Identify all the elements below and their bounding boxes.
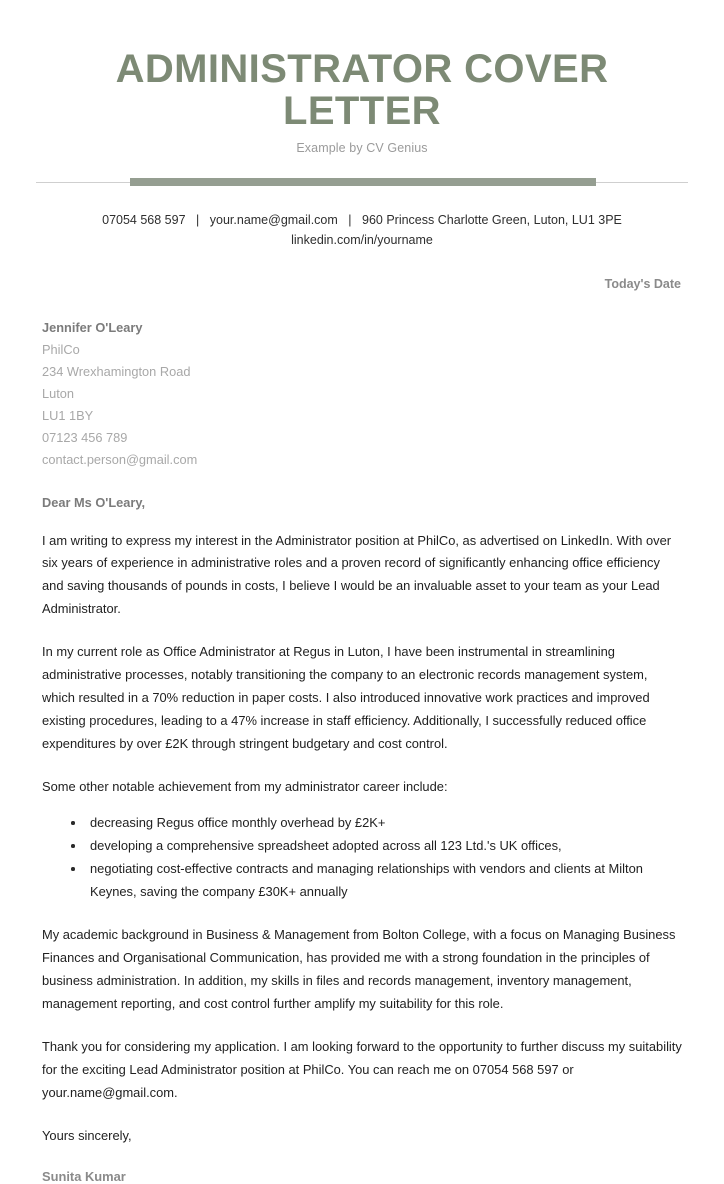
contact-linkedin: linkedin.com/in/yourname — [291, 233, 433, 248]
recipient-street: 234 Wrexhamington Road — [42, 363, 191, 379]
recipient-block — [42, 317, 682, 471]
salutation: Dear Ms O'Leary, — [42, 494, 146, 510]
bullets-intro: Some other notable achievement from my administrator career include: — [42, 779, 448, 795]
letter-paragraph-4: Thank you for considering my application. I am looking forward to the opportunity to further discuss my suitability for the exciting Lead Administrator position at PhilCo. You can reach me on 07054 568 597 or your.name@gmail.com. — [42, 1038, 682, 1100]
page-subtitle: Example by CV Genius — [296, 141, 428, 155]
sign-off: Yours sincerely, — [42, 1127, 132, 1143]
contact-separator-1: | — [196, 213, 200, 227]
list-item: developing a comprehensive spreadsheet adopted across all 123 Ltd.'s UK offices, — [88, 835, 682, 858]
contact-phone: 07054 568 597 — [102, 213, 186, 227]
letter-paragraph-2: In my current role as Office Administrator at Regus in Luton, I have been instrumental in streamlining administrative processes, notably transitioning the company to an electronic records management system, which resulted in a 70% reduction in paper costs. I also introduced innovative work practices and improved existing procedures, leading to a 47% increase in staff efficiency. Additionally, I successfully reduced office expenditures by over £2K through stringent budgetary and cost control. — [42, 644, 650, 752]
list-item: negotiating cost-effective contracts and managing relationships with vendors and clients at Milton Keynes, saving the company £30K+ annually — [88, 858, 682, 904]
divider-accent-bar — [130, 178, 596, 186]
letter-date: Today's Date — [604, 276, 681, 291]
letter-paragraph-3: My academic background in Business & Management from Bolton College, with a focus on Managing Business Finances and Organisational Communication, has provided me with a strong foundation in the principles of business administration. In addition, my skills in files and records management, inventory management, management reporting, and cost control further amplify my suitability for this role. — [42, 926, 676, 1011]
page-title: ADMINISTRATOR COVER LETTER — [115, 47, 609, 133]
recipient-city: Luton — [42, 385, 75, 401]
letter-body — [0, 277, 724, 1184]
recipient-postcode: LU1 1BY — [42, 407, 94, 423]
signature-name: Sunita Kumar — [42, 1168, 126, 1184]
contact-separator-2: | — [348, 213, 352, 227]
contact-address: 960 Princess Charlotte Green, Luton, LU1 3PE — [362, 213, 622, 227]
letter-paragraph-1: I am writing to express my interest in the Administrator position at PhilCo, as advertised on LinkedIn. With over six years of experience in administrative roles and a proven record of significantly enhancing office efficiency and saving thousands of pounds in costs, I believe I would be an invaluable asset to your team as your Lead Administrator. — [42, 532, 672, 617]
contact-email: your.name@gmail.com — [209, 213, 338, 227]
recipient-name: Jennifer O'Leary — [42, 319, 143, 335]
contact-line — [0, 210, 724, 251]
list-item: decreasing Regus office monthly overhead by £2K+ — [88, 812, 682, 835]
recipient-company: PhilCo — [42, 341, 80, 357]
achievements-list — [42, 812, 682, 904]
recipient-email: contact.person@gmail.com — [42, 451, 198, 467]
letter-header — [0, 0, 724, 155]
header-divider — [0, 177, 724, 189]
recipient-phone: 07123 456 789 — [42, 429, 128, 445]
